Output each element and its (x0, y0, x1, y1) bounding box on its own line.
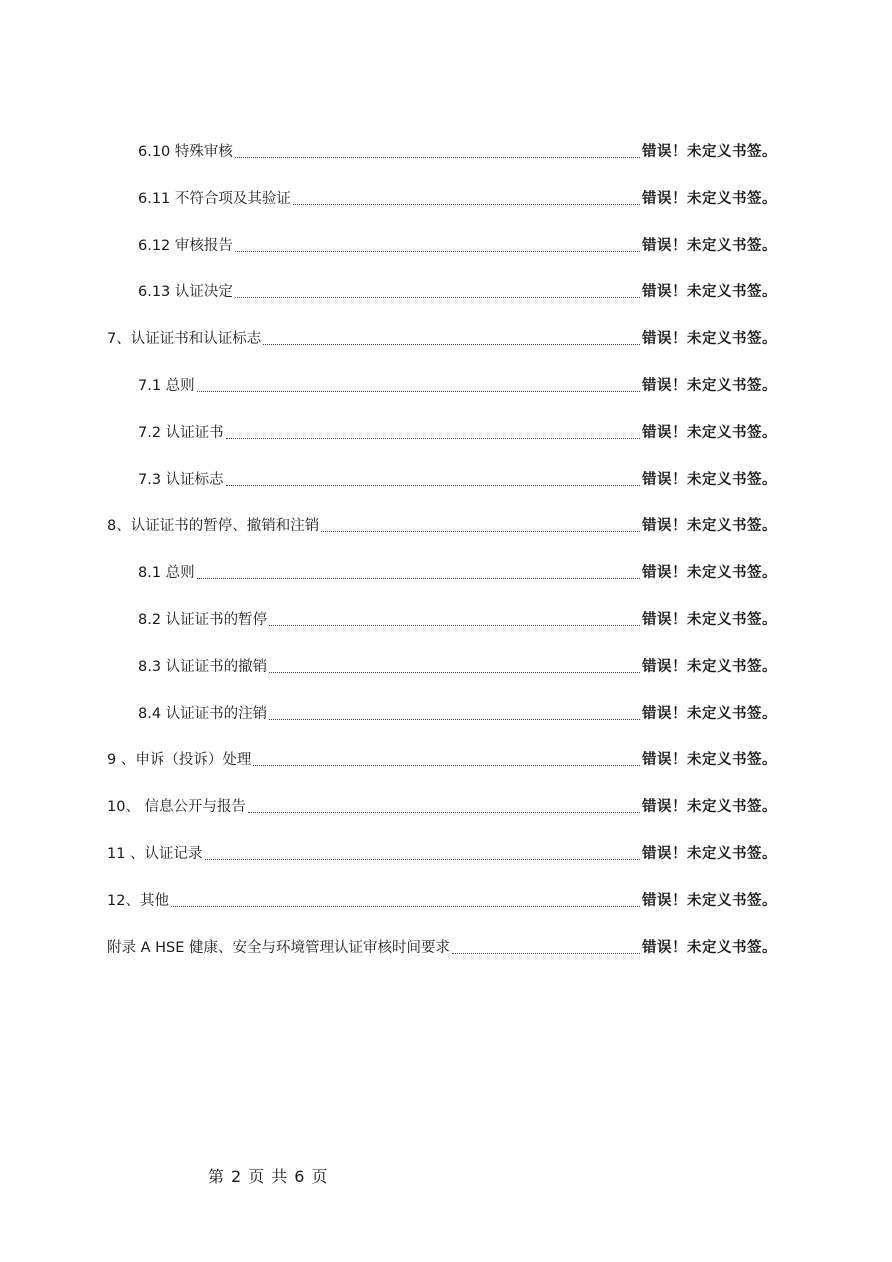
toc-entry[interactable] (107, 327, 777, 351)
toc-entry-title: 6.13 认证决定 (138, 284, 233, 301)
toc-dot-leader (235, 296, 640, 298)
toc-dot-leader (248, 811, 640, 813)
toc-entry[interactable] (138, 655, 777, 679)
footer-suffix: 页 (311, 1167, 329, 1186)
toc-entry-page-ref: 错误！未定义书签。 (642, 471, 777, 488)
toc-entry-page-ref: 错误！未定义书签。 (642, 144, 777, 160)
toc-entry-title: 10、 信息公开与报告 (107, 799, 247, 816)
toc-entry-title: 8.2 认证证书的暂停 (138, 612, 268, 628)
toc-entry[interactable] (107, 795, 777, 819)
toc-entry-title: 6.12 审核报告 (138, 237, 233, 254)
toc-entry-page-ref: 错误！未定义书签。 (642, 190, 777, 207)
toc-entry-page-ref: 错误！未定义书签。 (642, 424, 777, 441)
toc-entry-title: 9 、申诉（投诉）处理 (107, 752, 252, 769)
toc-dot-leader (205, 858, 640, 860)
toc-dot-leader (235, 156, 640, 158)
footer-total-pages: 6 (294, 1167, 306, 1186)
toc-dot-leader (197, 577, 640, 579)
toc-dot-leader (321, 530, 640, 532)
toc-dot-leader (171, 905, 640, 907)
toc-entry-page-ref: 错误！未定义书签。 (642, 705, 777, 722)
toc-entry[interactable] (138, 280, 777, 304)
toc-entry[interactable] (138, 187, 777, 211)
toc-entry-page-ref: 错误！未定义书签。 (642, 752, 777, 769)
toc-entry[interactable] (138, 468, 777, 492)
toc-entry-title: 6.11 不符合项及其验证 (138, 190, 291, 207)
toc-entry-title: 附录 A HSE 健康、安全与环境管理认证审核时间要求 (107, 939, 451, 956)
toc-dot-leader (253, 764, 640, 766)
toc-entry-page-ref: 错误！未定义书签。 (642, 658, 777, 675)
toc-entry-page-ref: 错误！未定义书签。 (642, 284, 777, 301)
toc-dot-leader (263, 343, 640, 345)
toc-dot-leader (269, 624, 640, 626)
toc-entry-title: 7.2 认证证书 (138, 424, 224, 441)
toc-entry-page-ref: 错误！未定义书签。 (642, 892, 777, 909)
toc-entry[interactable] (138, 374, 777, 398)
toc-dot-leader (197, 390, 640, 392)
toc-entry-title: 12、其他 (107, 892, 169, 909)
toc-dot-leader (452, 952, 640, 954)
footer-mid: 页 共 (248, 1167, 289, 1186)
toc-entry[interactable] (138, 140, 777, 164)
toc-entry-title: 11 、认证记录 (107, 846, 203, 862)
toc-entry-page-ref: 错误！未定义书签。 (642, 565, 777, 582)
toc-entry-title: 8.3 认证证书的撤销 (138, 658, 268, 675)
toc-dot-leader (269, 671, 640, 673)
toc-entry-page-ref: 错误！未定义书签。 (642, 612, 777, 628)
toc-entry-title: 6.10 特殊审核 (138, 144, 233, 160)
toc-dot-leader (269, 718, 640, 720)
toc-entry-title: 8、认证证书的暂停、撤销和注销 (107, 518, 320, 535)
toc-dot-leader (226, 437, 640, 439)
toc-entry-title: 8.4 认证证书的注销 (138, 705, 268, 722)
footer-current-page: 2 (231, 1167, 243, 1186)
toc-entry[interactable] (138, 608, 777, 632)
toc-entry-title: 7、认证证书和认证标志 (107, 331, 262, 348)
toc-entry-page-ref: 错误！未定义书签。 (642, 939, 777, 956)
toc-dot-leader (226, 484, 640, 486)
toc-entry[interactable] (138, 702, 777, 726)
toc-entry[interactable] (107, 514, 777, 538)
toc-entry-title: 7.3 认证标志 (138, 471, 224, 488)
toc-entry-page-ref: 错误！未定义书签。 (642, 518, 777, 535)
toc-dot-leader (235, 250, 640, 252)
toc-entry[interactable] (107, 748, 777, 772)
toc-entry-page-ref: 错误！未定义书签。 (642, 378, 777, 394)
toc-entry-page-ref: 错误！未定义书签。 (642, 846, 777, 862)
toc-entry[interactable] (107, 936, 777, 960)
toc-entry[interactable] (107, 842, 777, 866)
toc-entry-page-ref: 错误！未定义书签。 (642, 237, 777, 254)
toc-entry-page-ref: 错误！未定义书签。 (642, 331, 777, 348)
footer-prefix: 第 (208, 1167, 226, 1186)
toc-entry[interactable] (138, 561, 777, 585)
toc-entry[interactable] (138, 421, 777, 445)
toc-entry-title: 8.1 总则 (138, 565, 195, 582)
toc-entry-title: 7.1 总则 (138, 378, 195, 394)
toc-entry[interactable] (138, 234, 777, 258)
page-footer (208, 1164, 335, 1187)
toc-entry-page-ref: 错误！未定义书签。 (642, 799, 777, 816)
toc-dot-leader (293, 203, 640, 205)
toc-entry[interactable] (107, 889, 777, 913)
